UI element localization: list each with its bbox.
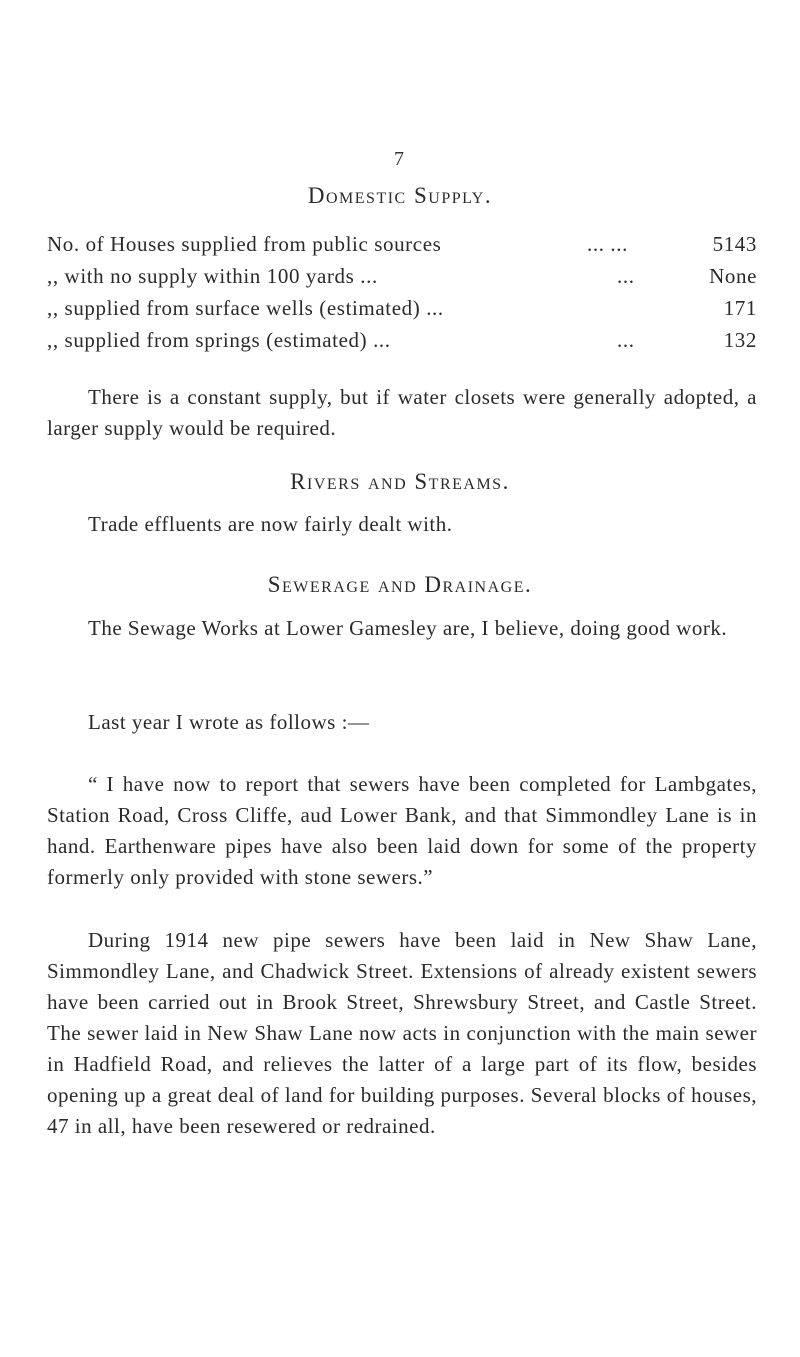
supply-row-label: ,, with no supply within 100 yards ... — [47, 264, 378, 288]
supply-row-label: ,, supplied from surface wells (estimated) ... — [47, 296, 444, 320]
sewerage-paragraph-1: The Sewage Works at Lower Gamesley are, I believe, doing good work. — [88, 616, 728, 640]
sewerage-quote: “ I have now to report that sewers have been completed for Lambgates, Station Road, Cross Cliffe, aud Lower Bank, and that Simmondley Lane is in hand. Earthenware pipes have also been laid down for some of the property formerly only provided with stone sewers.” — [47, 772, 757, 889]
heading-domestic-supply: Domestic Supply. — [307, 183, 493, 208]
rivers-text: Trade effluents are now fairly dealt with. — [88, 512, 453, 536]
supply-row-value: 5143 — [712, 232, 757, 256]
leader-dots: ... — [617, 264, 635, 288]
supply-row-value: 132 — [723, 328, 757, 352]
heading-sewerage-and-drainage: Sewerage and Drainage. — [267, 572, 533, 597]
supply-note: There is a constant supply, but if water closets were generally adopted, a larger supply would be required. — [47, 385, 757, 440]
supply-row-label: ,, supplied from springs (estimated) ... — [47, 328, 391, 352]
leader-dots: ... ... — [587, 232, 628, 256]
supply-row-springs — [47, 328, 757, 358]
supply-row-label: No. of Houses supplied from public sources — [47, 232, 442, 256]
supply-row-value: None — [709, 264, 757, 288]
supply-row-value: 171 — [723, 296, 757, 320]
supply-row-surface-wells — [47, 296, 757, 326]
heading-rivers-and-streams: Rivers and Streams. — [290, 469, 510, 494]
sewerage-paragraph-4: During 1914 new pipe sewers have been laid in New Shaw Lane, Simmondley Lane, and Chadwick Street. Extensions of already existent sewers have been carried out in Brook Street, Shrewsbury Street, and Castle Street. The sewer laid in New Shaw Lane now acts in conjunction with the main sewer in Hadfield Road, and relieves the latter of a large part of its flow, besides opening up a great deal of land for building purposes. Several blocks of houses, 47 in all, have been resewered or redrained. — [47, 928, 757, 1138]
sewerage-paragraph-2: Last year I wrote as follows :— — [88, 710, 370, 734]
supply-row-public-sources — [47, 232, 757, 262]
leader-dots: ... — [617, 328, 635, 352]
supply-row-no-supply — [47, 264, 757, 294]
page-number: 7 — [394, 148, 404, 170]
